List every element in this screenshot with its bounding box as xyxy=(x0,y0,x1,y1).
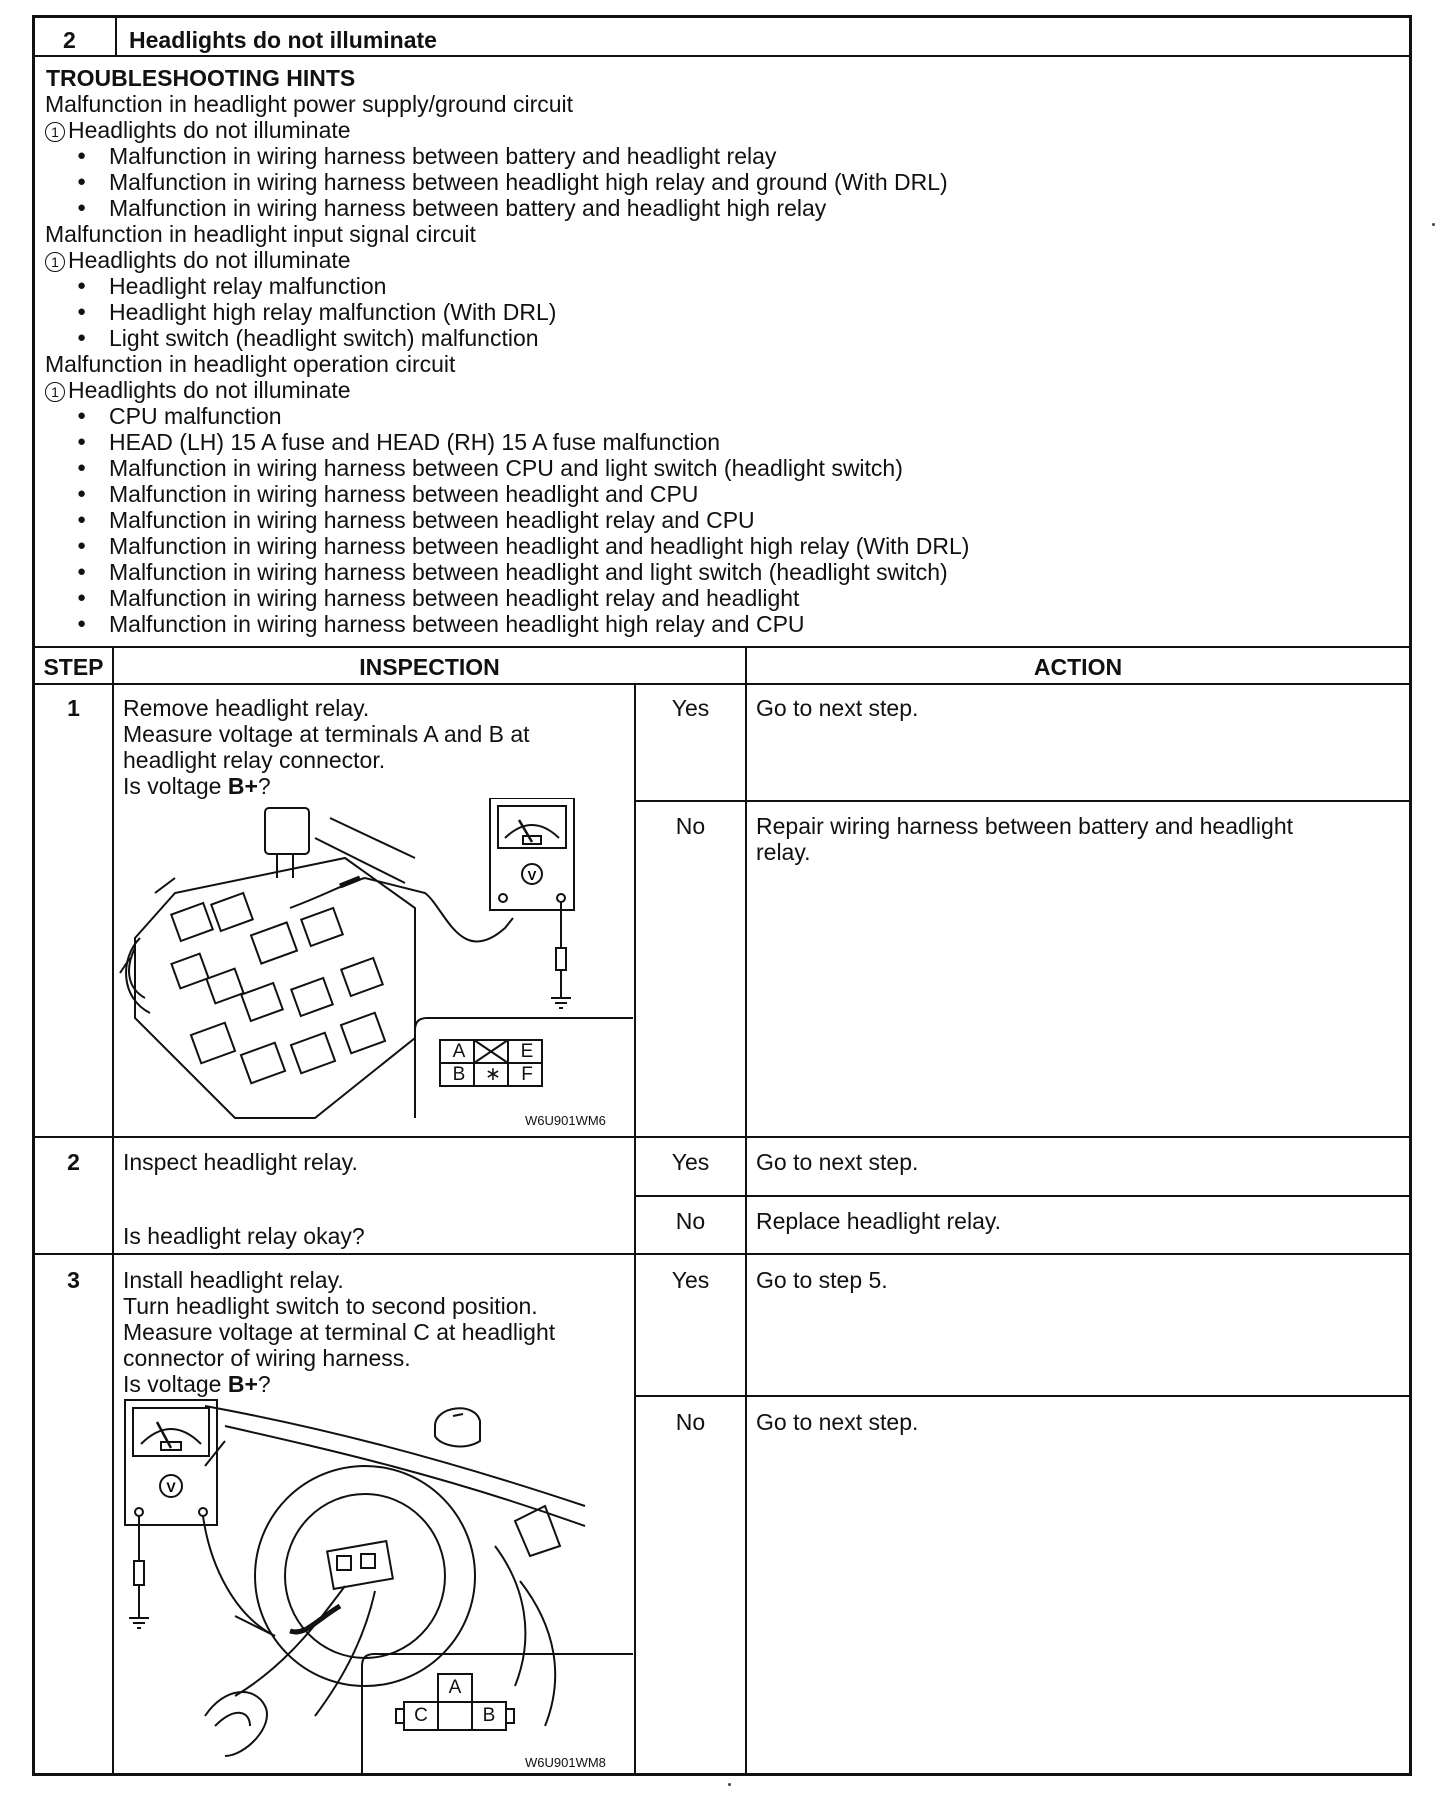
rule xyxy=(634,1395,1409,1397)
connector-terminal: A xyxy=(448,1677,462,1698)
step-number: 2 xyxy=(67,1149,80,1175)
symptom-text: Headlights do not illuminate xyxy=(68,117,351,143)
symptom-line xyxy=(45,247,351,273)
rule xyxy=(35,646,1409,648)
rule xyxy=(634,1195,1409,1197)
yes-action: Go to step 5. xyxy=(756,1267,888,1293)
hint-item: ● HEAD (LH) 15 A fuse and HEAD (RH) 15 A fuse malfunction xyxy=(109,429,720,455)
inspection-text xyxy=(123,695,530,799)
inspection-question: Is voltage B+? xyxy=(123,1371,271,1397)
header-number: 2 xyxy=(63,27,76,53)
connector-terminal: B xyxy=(452,1064,466,1085)
hint-item: ● Malfunction in wiring harness between headlight and CPU xyxy=(109,481,698,507)
figure-code: W6U901WM6 xyxy=(525,1113,606,1128)
figure-code: W6U901WM8 xyxy=(525,1755,606,1770)
rule xyxy=(115,18,117,55)
symptom-text: Headlights do not illuminate xyxy=(68,377,351,403)
circled-number: 1 xyxy=(45,252,65,272)
svg-text:V: V xyxy=(166,1479,176,1495)
hint-item: ● Malfunction in wiring harness between headlight high relay and CPU xyxy=(109,611,805,637)
inspection-text xyxy=(123,1267,555,1397)
yes-label: Yes xyxy=(671,1149,710,1175)
relay-shape xyxy=(265,808,309,854)
inspection-line: headlight relay connector. xyxy=(123,747,386,773)
no-label: No xyxy=(675,813,706,839)
col-header-action: ACTION xyxy=(1033,654,1123,680)
section-heading: Malfunction in headlight input signal circuit xyxy=(45,221,476,247)
yes-action: Go to next step. xyxy=(756,695,919,721)
connector-terminal: E xyxy=(520,1041,534,1062)
symptom-text: Headlights do not illuminate xyxy=(68,247,351,273)
connector-terminal: ∗ xyxy=(485,1064,501,1085)
inspection-question: Is voltage B+? xyxy=(123,773,271,799)
relay-voltage-figure xyxy=(115,798,633,1134)
circled-number: 1 xyxy=(45,122,65,142)
hints-title: TROUBLESHOOTING HINTS xyxy=(46,65,356,91)
symptom-line xyxy=(45,377,351,403)
yes-label: Yes xyxy=(671,695,710,721)
hint-item: ● Malfunction in wiring harness between battery and headlight high relay xyxy=(109,195,826,221)
hint-item: ● Malfunction in wiring harness between headlight and headlight high relay (With DRL) xyxy=(109,533,969,559)
inspection-line: Measure voltage at terminals A and B at xyxy=(123,721,530,747)
hint-item: ● Light switch (headlight switch) malfunction xyxy=(109,325,539,351)
hint-item: ● Malfunction in wiring harness between headlight and light switch (headlight switch) xyxy=(109,559,948,585)
step-number: 1 xyxy=(67,695,80,721)
inspection-line: Inspect headlight relay. xyxy=(123,1149,358,1175)
no-label: No xyxy=(675,1208,706,1234)
rule xyxy=(745,646,747,1773)
section-heading: Malfunction in headlight operation circuit xyxy=(45,351,456,377)
hint-item: ● Malfunction in wiring harness between headlight high relay and ground (With DRL) xyxy=(109,169,948,195)
yes-label: Yes xyxy=(671,1267,710,1293)
inspection-line: Turn headlight switch to second position. xyxy=(123,1293,538,1319)
no-action: Go to next step. xyxy=(756,1409,919,1435)
hint-item: ● Malfunction in wiring harness between headlight relay and headlight xyxy=(109,585,799,611)
col-header-inspection: INSPECTION xyxy=(359,654,500,680)
scan-speck xyxy=(1432,223,1435,226)
hint-item: ● Headlight high relay malfunction (With DRL) xyxy=(109,299,556,325)
no-action: Replace headlight relay. xyxy=(756,1208,1002,1234)
svg-text:V: V xyxy=(527,868,537,883)
yes-action: Go to next step. xyxy=(756,1149,919,1175)
circled-number: 1 xyxy=(45,382,65,402)
hint-item: ● Headlight relay malfunction xyxy=(109,273,386,299)
voltmeter-body xyxy=(125,1400,217,1525)
section-heading: Malfunction in headlight power supply/ground circuit xyxy=(45,91,574,117)
connector-terminal: F xyxy=(521,1064,533,1085)
rule xyxy=(35,1253,1409,1255)
connector-terminal: B xyxy=(482,1705,496,1726)
hint-item: ● Malfunction in wiring harness between headlight relay and CPU xyxy=(109,507,755,533)
hint-item: ● Malfunction in wiring harness between battery and headlight relay xyxy=(109,143,776,169)
connector-terminal: A xyxy=(452,1041,466,1062)
hint-item: ● Malfunction in wiring harness between CPU and light switch (headlight switch) xyxy=(109,455,903,481)
col-header-step: STEP xyxy=(43,654,104,680)
hint-item: ● CPU malfunction xyxy=(109,403,282,429)
rule xyxy=(35,55,1409,57)
rule xyxy=(112,646,114,1773)
inspection-line: connector of wiring harness. xyxy=(123,1345,411,1371)
rule xyxy=(35,1136,1409,1138)
header-title: Headlights do not illuminate xyxy=(129,27,437,53)
rule xyxy=(35,683,1409,685)
connector-terminal: C xyxy=(414,1705,428,1726)
no-action: Repair wiring harness between battery and headlight relay. xyxy=(756,813,1293,865)
symptom-line xyxy=(45,117,351,143)
relay-connector xyxy=(251,922,297,963)
rule xyxy=(634,800,1409,802)
inspection-line: Install headlight relay. xyxy=(123,1267,344,1293)
troubleshooting-sheet xyxy=(32,15,1412,1776)
inspection-line: Remove headlight relay. xyxy=(123,695,370,721)
scan-speck xyxy=(728,1783,731,1786)
inspection-question: Is headlight relay okay? xyxy=(123,1223,365,1249)
inspection-line: Measure voltage at terminal C at headlight xyxy=(123,1319,556,1345)
no-label: No xyxy=(675,1409,706,1435)
step-number: 3 xyxy=(67,1267,80,1293)
headlight-connector-figure xyxy=(115,1396,633,1774)
